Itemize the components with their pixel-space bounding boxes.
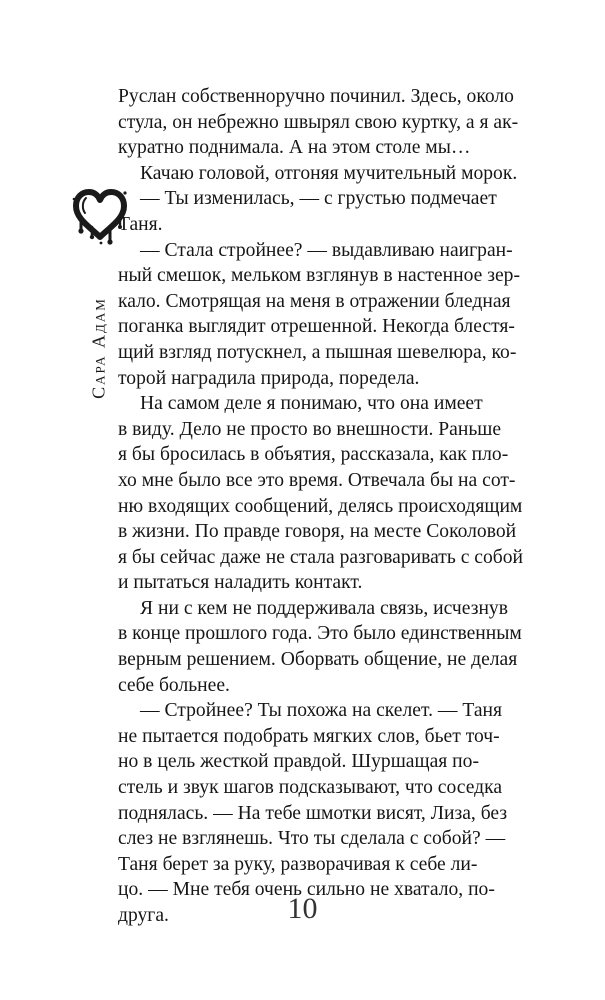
text-line: в жизни. По правде говоря, на месте Соколовой bbox=[118, 521, 517, 543]
paragraph bbox=[118, 391, 537, 596]
paragraph bbox=[118, 186, 537, 237]
text-line: стель и звук шагов подсказывают, что соседка bbox=[118, 777, 503, 799]
running-header-author: Сара Адам bbox=[88, 297, 109, 399]
text-line: в виду. Дело не просто во внешности. Раньше bbox=[118, 418, 502, 440]
text-line: — Стала стройнее? — выдавливаю наигран- bbox=[140, 239, 513, 261]
body-text bbox=[118, 84, 537, 929]
text-line: и пытаться наладить контакт. bbox=[118, 572, 363, 594]
text-line: — Ты изменилась, — с грустью подмечает bbox=[140, 188, 497, 210]
paragraph bbox=[118, 596, 537, 698]
text-line: Руслан собственноручно починил. Здесь, около bbox=[118, 86, 514, 107]
text-line: кало. Смотрящая на меня в отражении бледная bbox=[118, 290, 511, 312]
text-line: щий взгляд потускнел, а пышная шевелюра, ко- bbox=[118, 341, 517, 363]
text-line: Таня. bbox=[118, 213, 163, 235]
text-line: я бы бросилась в объятия, рассказала, как пло- bbox=[118, 444, 509, 466]
paragraph bbox=[118, 161, 537, 187]
text-line: не пытается подобрать мягких слов, бьет точ- bbox=[118, 725, 500, 747]
text-line: но в цель жесткой правдой. Шуршащая по- bbox=[118, 751, 479, 773]
paragraph bbox=[118, 238, 537, 392]
text-line: в конце прошлого года. Это было единственным bbox=[118, 623, 522, 645]
text-line: слез не взглянешь. Что ты сделала с собой? — bbox=[118, 828, 506, 850]
text-line: ню входящих сообщений, делясь происходящим bbox=[118, 495, 523, 517]
text-line: Качаю головой, отгоняя мучительный морок. bbox=[140, 162, 518, 184]
text-line: ный смешок, мельком взглянув в настенное зер- bbox=[118, 265, 520, 287]
text-line: На самом деле я понимаю, что она имеет bbox=[140, 393, 483, 415]
text-line: стула, он небрежно швырял свою куртку, а я ак- bbox=[118, 111, 519, 133]
text-line: Таня берет за руку, разворачивая к себе ли- bbox=[118, 853, 478, 875]
text-line: поднялась. — На тебе шмотки висят, Лиза, без bbox=[118, 802, 508, 824]
text-line: Я ни с кем не поддерживала связь, исчезнув bbox=[140, 597, 508, 619]
text-line: я бы сейчас даже не стала разговаривать с собой bbox=[118, 546, 524, 568]
text-line: себе больнее. bbox=[118, 674, 230, 696]
text-line: — Стройнее? Ты похожа на скелет. — Таня bbox=[140, 700, 503, 722]
page-number: 10 bbox=[287, 892, 318, 925]
text-line: поганка выглядит отрешенной. Некогда блестя- bbox=[118, 316, 515, 338]
text-line: куратно поднимала. А на этом столе мы… bbox=[118, 137, 471, 159]
paragraph bbox=[118, 84, 537, 161]
text-line: верным решением. Оборвать общение, не делая bbox=[118, 649, 518, 671]
text-line: цо. — Мне тебя очень сильно не хватало, по- bbox=[118, 879, 495, 901]
text-line: хо мне было все это время. Отвечала бы на сот- bbox=[118, 469, 516, 491]
text-line: торой наградила природа, поредела. bbox=[118, 367, 420, 389]
text-line: друга. bbox=[118, 905, 169, 926]
